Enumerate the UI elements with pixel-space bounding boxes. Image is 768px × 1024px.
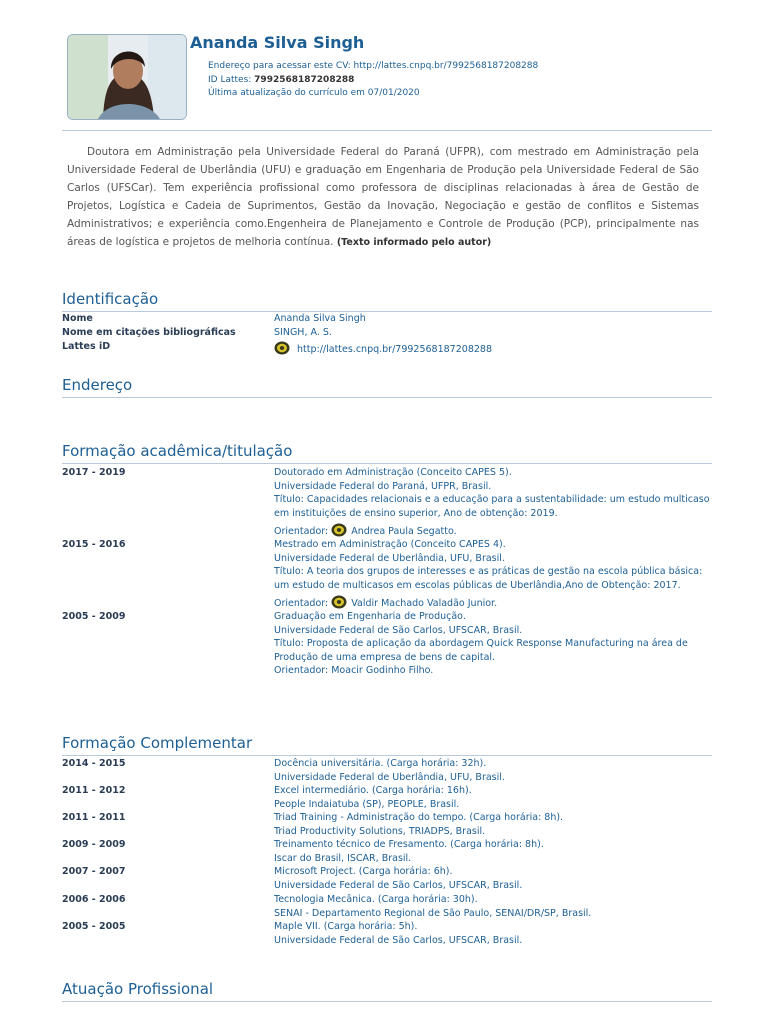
id-value: SINGH, A. S. xyxy=(274,327,332,338)
cv-address[interactable]: Endereço para acessar este CV: http://lattes.cnpq.br/7992568187208288 xyxy=(208,61,539,71)
entry-line: Tecnologia Mecânica. (Carga horária: 30h). xyxy=(274,894,478,905)
entry-details xyxy=(274,920,714,947)
entry-line: Universidade Federal de São Carlos, UFSCAR, Brasil. xyxy=(274,879,523,891)
section-title-formacao: Formação acadêmica/titulação xyxy=(62,442,293,460)
entry-line: Microsoft Project. (Carga horária: 6h). xyxy=(274,866,453,877)
id-label: Nome em citações bibliográficas xyxy=(62,327,236,338)
lattes-id-value: 7992568187208288 xyxy=(254,74,355,85)
entry-years: 2009 - 2009 xyxy=(62,839,126,850)
entry-details xyxy=(274,466,714,539)
entry-line: Universidade Federal de Uberlândia, UFU, Brasil. xyxy=(274,771,505,783)
divider xyxy=(62,755,712,756)
entry-years: 2011 - 2012 xyxy=(62,785,126,796)
entry-details xyxy=(274,757,714,784)
entry-years: 2005 - 2005 xyxy=(62,921,126,932)
id-value-lattes xyxy=(274,341,714,357)
entry-details xyxy=(274,784,714,811)
summary-text xyxy=(67,144,699,251)
divider xyxy=(62,397,712,398)
advisor-label: Orientador: xyxy=(274,526,329,538)
entry-line: Iscar do Brasil, ISCAR, Brasil. xyxy=(274,852,412,864)
entry-line: People Indaiatuba (SP), PEOPLE, Brasil. xyxy=(274,798,460,810)
entry-line: Título: Proposta de aplicação da abordagem Quick Response Manufacturing na área de xyxy=(274,638,688,650)
section-title-identificacao: Identificação xyxy=(62,290,159,308)
entry-details xyxy=(274,865,714,892)
lattes-id-icon[interactable] xyxy=(331,523,347,537)
profile-photo xyxy=(67,34,187,120)
entry-line: em instituições de ensino superior, Ano de obtenção: 2019. xyxy=(274,507,558,519)
lattes-id-icon xyxy=(274,341,290,355)
entry-line: Triad Productivity Solutions, TRIADPS, Brasil. xyxy=(274,825,486,837)
entry-line: Orientador: Moacir Godinho Filho. xyxy=(274,665,434,677)
advisor-line xyxy=(274,523,714,539)
entry-line: Universidade Federal de Uberlândia, UFU, Brasil. xyxy=(274,552,505,564)
entry-line: um estudo de multicasos em escolas públicas de Uberlândia,Ano de Obtenção: 2017. xyxy=(274,579,681,591)
entry-line: Título: A teoria dos grupos de interesses e as práticas de gestão na escola pública básica: xyxy=(274,566,703,578)
advisor-label: Orientador: xyxy=(274,598,329,610)
summary-body: Doutora em Administração pela Universidade Federal do Paraná (UFPR), com mestrado em Administração pela Universidade Federal de Uberlândia (UFU) e graduação em Engenharia de Produção pela Universidade Federal de São Carlos (UFSCar). Tem experiência profissional como professora de disciplinas relacionadas à área de Gestão de Projetos, Logística e Cadeia de Suprimentos, Gestão da Inovação, Negociação e gestão de conflitos e Sistemas Administrativos; e experiência como.Engenheira de Planejamento e Controle de Produção (PCP), principalmente nas áreas de logística e projetos de melhoria contínua. xyxy=(67,146,699,248)
entry-years: 2015 - 2016 xyxy=(62,539,126,550)
section-title-complementar: Formação Complementar xyxy=(62,734,253,752)
entry-line: Maple VII. (Carga horária: 5h). xyxy=(274,921,418,932)
id-label: Nome xyxy=(62,313,93,324)
entry-years: 2017 - 2019 xyxy=(62,467,126,478)
lattes-id-label: ID Lattes: xyxy=(208,74,252,85)
summary-note: (Texto informado pelo autor) xyxy=(336,236,492,248)
header-meta xyxy=(208,60,538,101)
entry-line: Treinamento técnico de Fresamento. (Carga horária: 8h). xyxy=(274,839,544,850)
entry-line: Mestrado em Administração (Conceito CAPES 4). xyxy=(274,539,506,550)
entry-line: Produção de uma empresa de bens de capital. xyxy=(274,651,496,663)
divider xyxy=(62,130,712,131)
id-value: Ananda Silva Singh xyxy=(274,313,366,324)
entry-line: Graduação em Engenharia de Produção. xyxy=(274,611,466,622)
entry-years: 2006 - 2006 xyxy=(62,894,126,905)
entry-line: Doutorado em Administração (Conceito CAPES 5). xyxy=(274,467,512,478)
entry-details xyxy=(274,538,714,611)
entry-line: Universidade Federal de São Carlos, UFSCAR, Brasil. xyxy=(274,934,523,946)
entry-years: 2005 - 2009 xyxy=(62,611,126,622)
entry-years: 2007 - 2007 xyxy=(62,866,126,877)
entry-line: Universidade Federal do Paraná, UFPR, Brasil. xyxy=(274,480,492,492)
entry-line: Docência universitária. (Carga horária: 32h). xyxy=(274,758,487,769)
divider xyxy=(62,463,712,464)
entry-details xyxy=(274,838,714,865)
lattes-id-line xyxy=(208,74,538,88)
advisor-name: Valdir Machado Valadão Junior. xyxy=(351,598,498,610)
entry-years: 2014 - 2015 xyxy=(62,758,126,769)
advisor-line xyxy=(274,595,714,611)
entry-details xyxy=(274,811,714,838)
profile-name: Ananda Silva Singh xyxy=(190,33,365,52)
advisor-name: Andrea Paula Segatto. xyxy=(351,526,457,538)
entry-line: Triad Training - Administração do tempo. (Carga horária: 8h). xyxy=(274,812,564,823)
entry-line: Excel intermediário. (Carga horária: 16h). xyxy=(274,785,472,796)
entry-line: Universidade Federal de São Carlos, UFSCAR, Brasil. xyxy=(274,624,523,636)
entry-details xyxy=(274,893,714,920)
divider xyxy=(62,1001,712,1002)
entry-details xyxy=(274,610,714,678)
lattes-id-icon[interactable] xyxy=(331,595,347,609)
entry-line: SENAI - Departamento Regional de São Paulo, SENAI/DR/SP, Brasil. xyxy=(274,907,592,919)
lattes-id-link[interactable]: http://lattes.cnpq.br/7992568187208288 xyxy=(297,344,492,355)
section-title-endereco: Endereço xyxy=(62,376,133,394)
entry-line: Título: Capacidades relacionais e a educação para a sustentabilidade: um estudo multicaso xyxy=(274,494,710,506)
section-title-atuacao: Atuação Profissional xyxy=(62,980,214,998)
entry-years: 2011 - 2011 xyxy=(62,812,126,823)
last-update: Última atualização do currículo em 07/01/2020 xyxy=(208,88,420,98)
id-label: Lattes iD xyxy=(62,341,111,352)
